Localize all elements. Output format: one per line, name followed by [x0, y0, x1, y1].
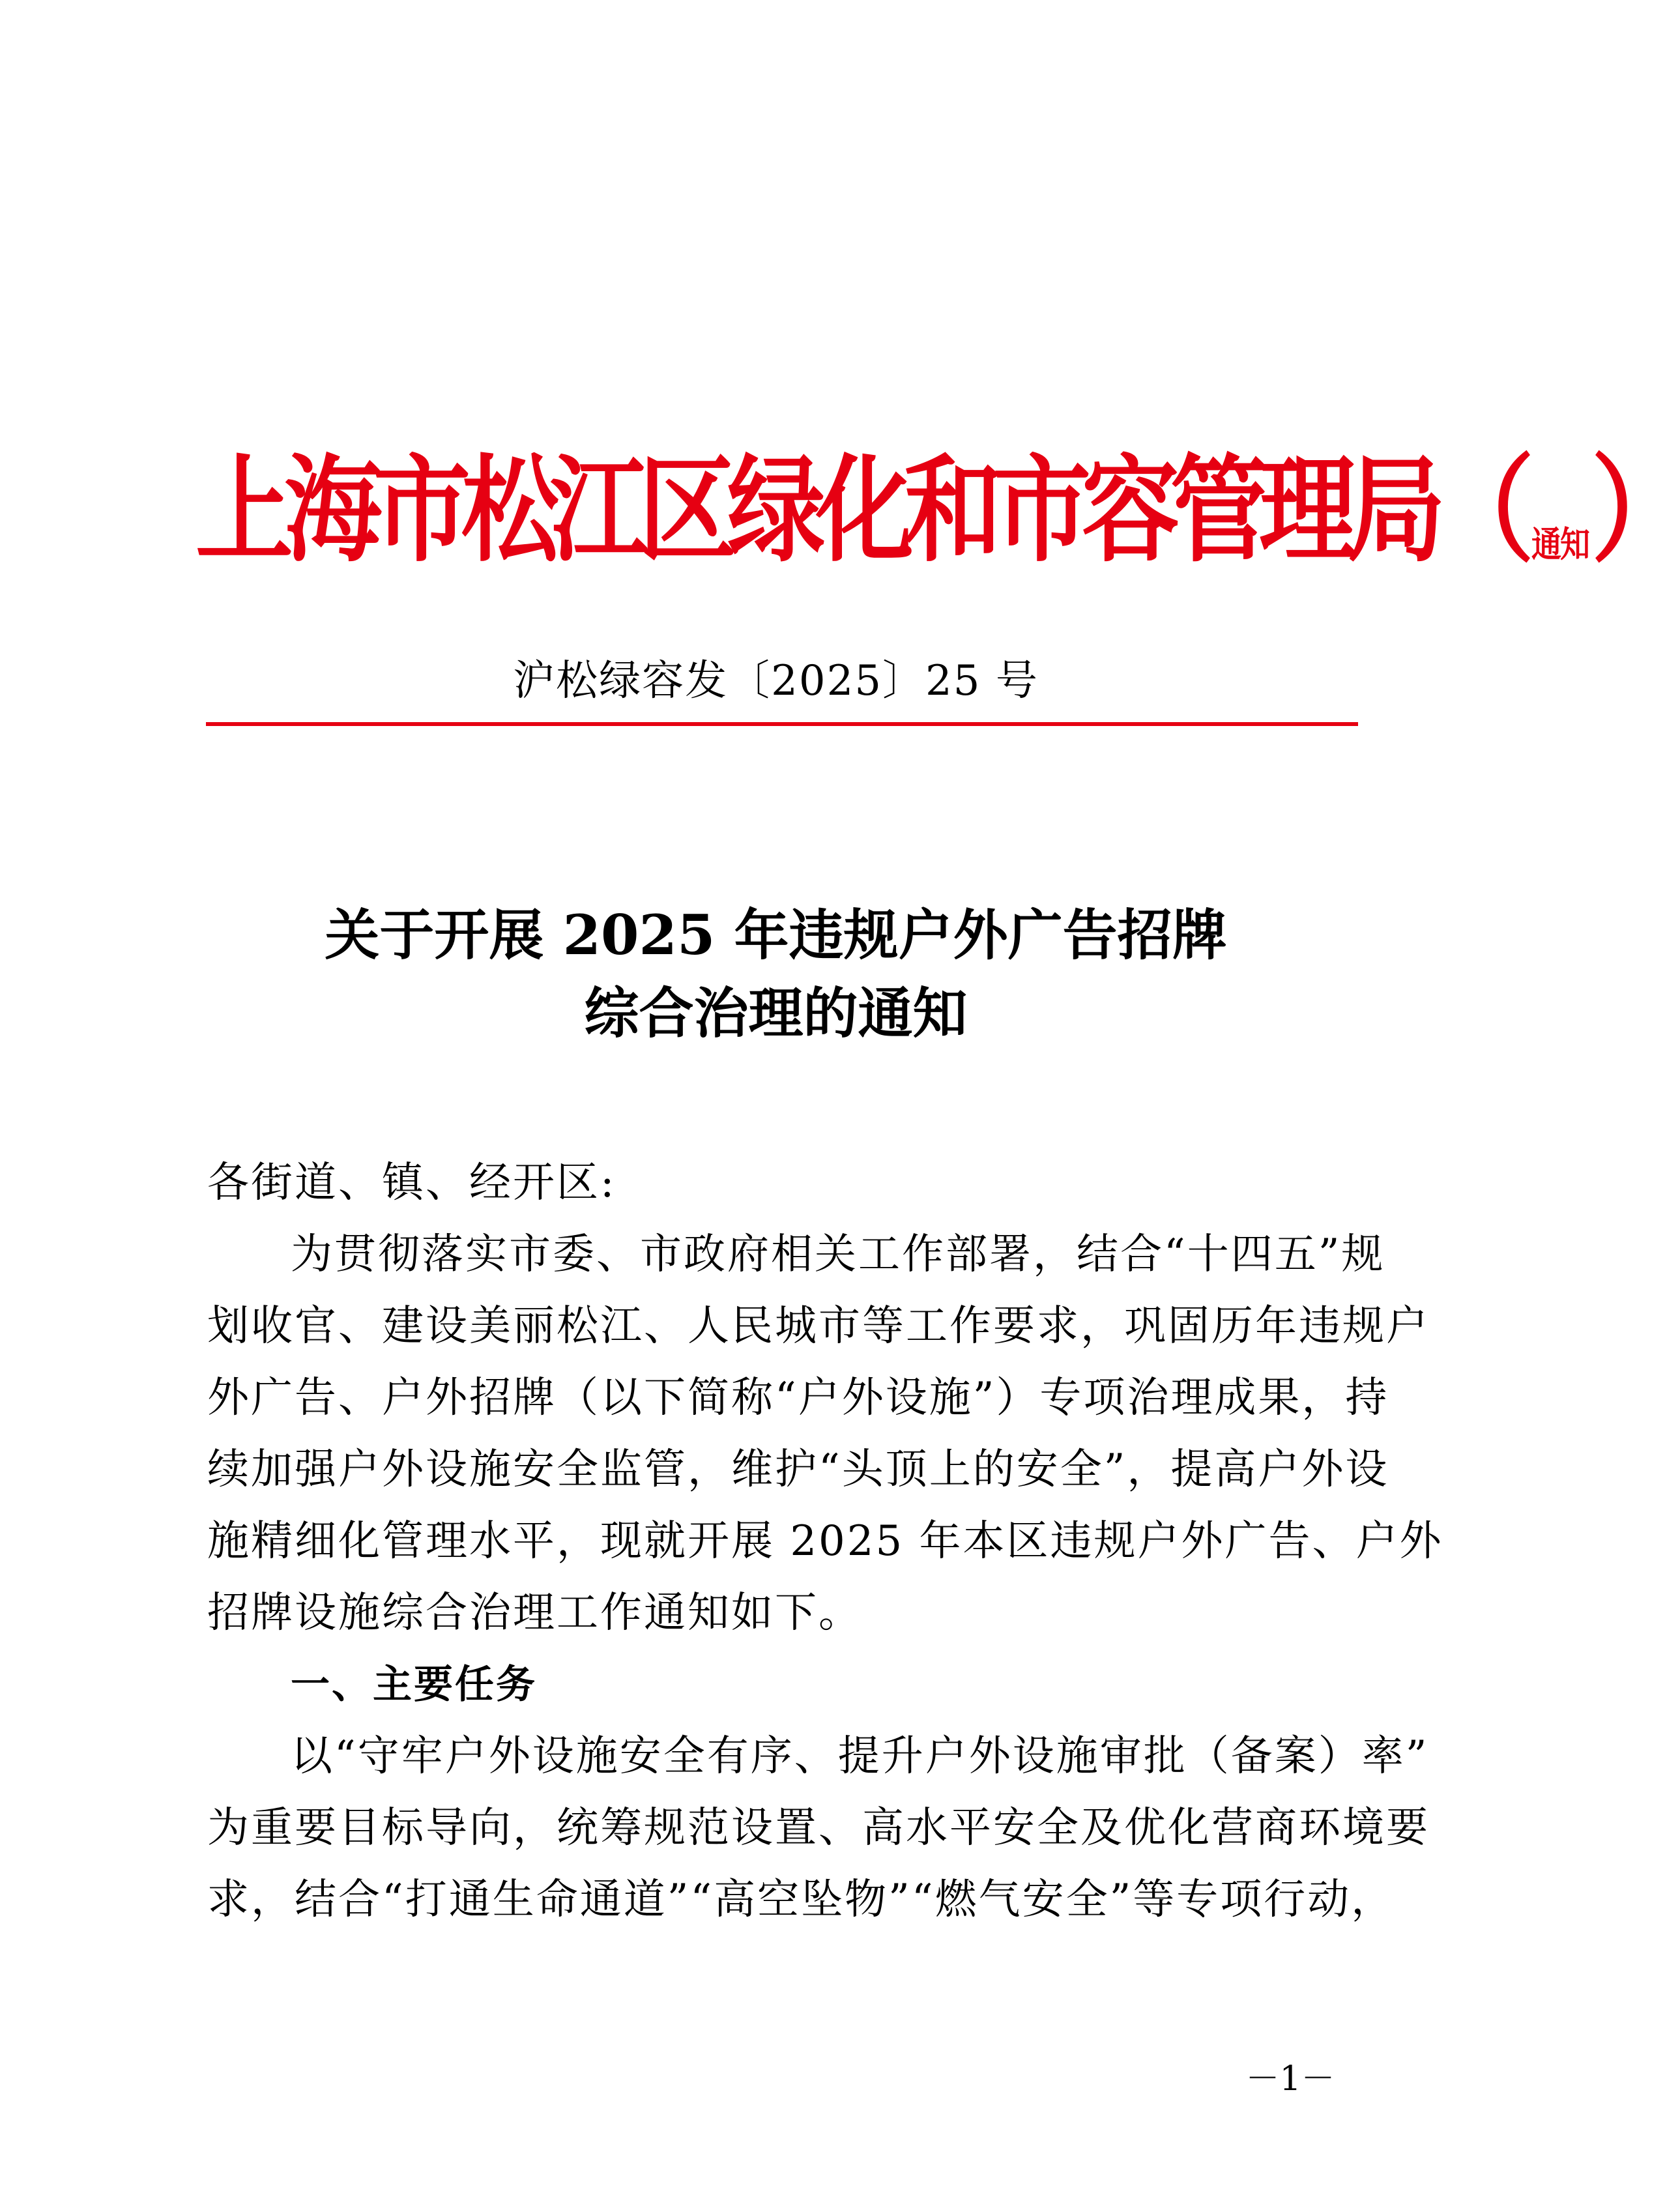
document-number: 沪松绿容发〔2025〕25 号: [513, 657, 1039, 705]
paragraph-1-line: 续加强户外设施安全监管，维护“头顶上的安全”，提高户外设: [207, 1446, 1389, 1494]
issuer-name: 上海市松江区绿化和市容管理局: [196, 443, 1437, 578]
paragraph-2-line: 求，结合“打通生命通道”“高空坠物”“燃气安全”等专项行动，: [207, 1876, 1395, 1924]
paragraph-2-line: 以“守牢户外设施安全有序、提升户外设施审批（备案）率”: [291, 1732, 1429, 1781]
paragraph-1-line: 划收官、建设美丽松江、人民城市等工作要求，巩固历年违规户: [207, 1302, 1430, 1350]
paragraph-2-line: 为重要目标导向，统筹规范设置、高水平安全及优化营商环境要: [207, 1804, 1430, 1852]
issuer-open-paren: （: [1436, 443, 1526, 578]
section-1-heading: 一、主要任务: [291, 1662, 537, 1708]
document-type: 通知: [1531, 523, 1589, 565]
paragraph-1-line: 施精细化管理水平，现就开展 2025 年本区违规户外广告、户外: [207, 1517, 1443, 1565]
issuer-close-paren: ）: [1591, 443, 1680, 578]
red-separator-line: [206, 722, 1358, 726]
paragraph-1-line: 为贯彻落实市委、市政府相关工作部署，结合“十四五”规: [291, 1230, 1385, 1279]
title-line-1: 关于开展 2025 年违规户外广告招牌: [325, 903, 1227, 967]
addressee: 各街道、镇、经开区:: [207, 1159, 616, 1207]
page-number: －1－: [1245, 2059, 1335, 2099]
title-line-2: 综合治理的通知: [584, 981, 968, 1045]
paragraph-1-line: 招牌设施综合治理工作通知如下。: [207, 1589, 862, 1637]
issuer-header: [196, 433, 1680, 587]
paragraph-1-line: 外广告、户外招牌（以下简称“户外设施”）专项治理成果，持: [207, 1374, 1389, 1422]
